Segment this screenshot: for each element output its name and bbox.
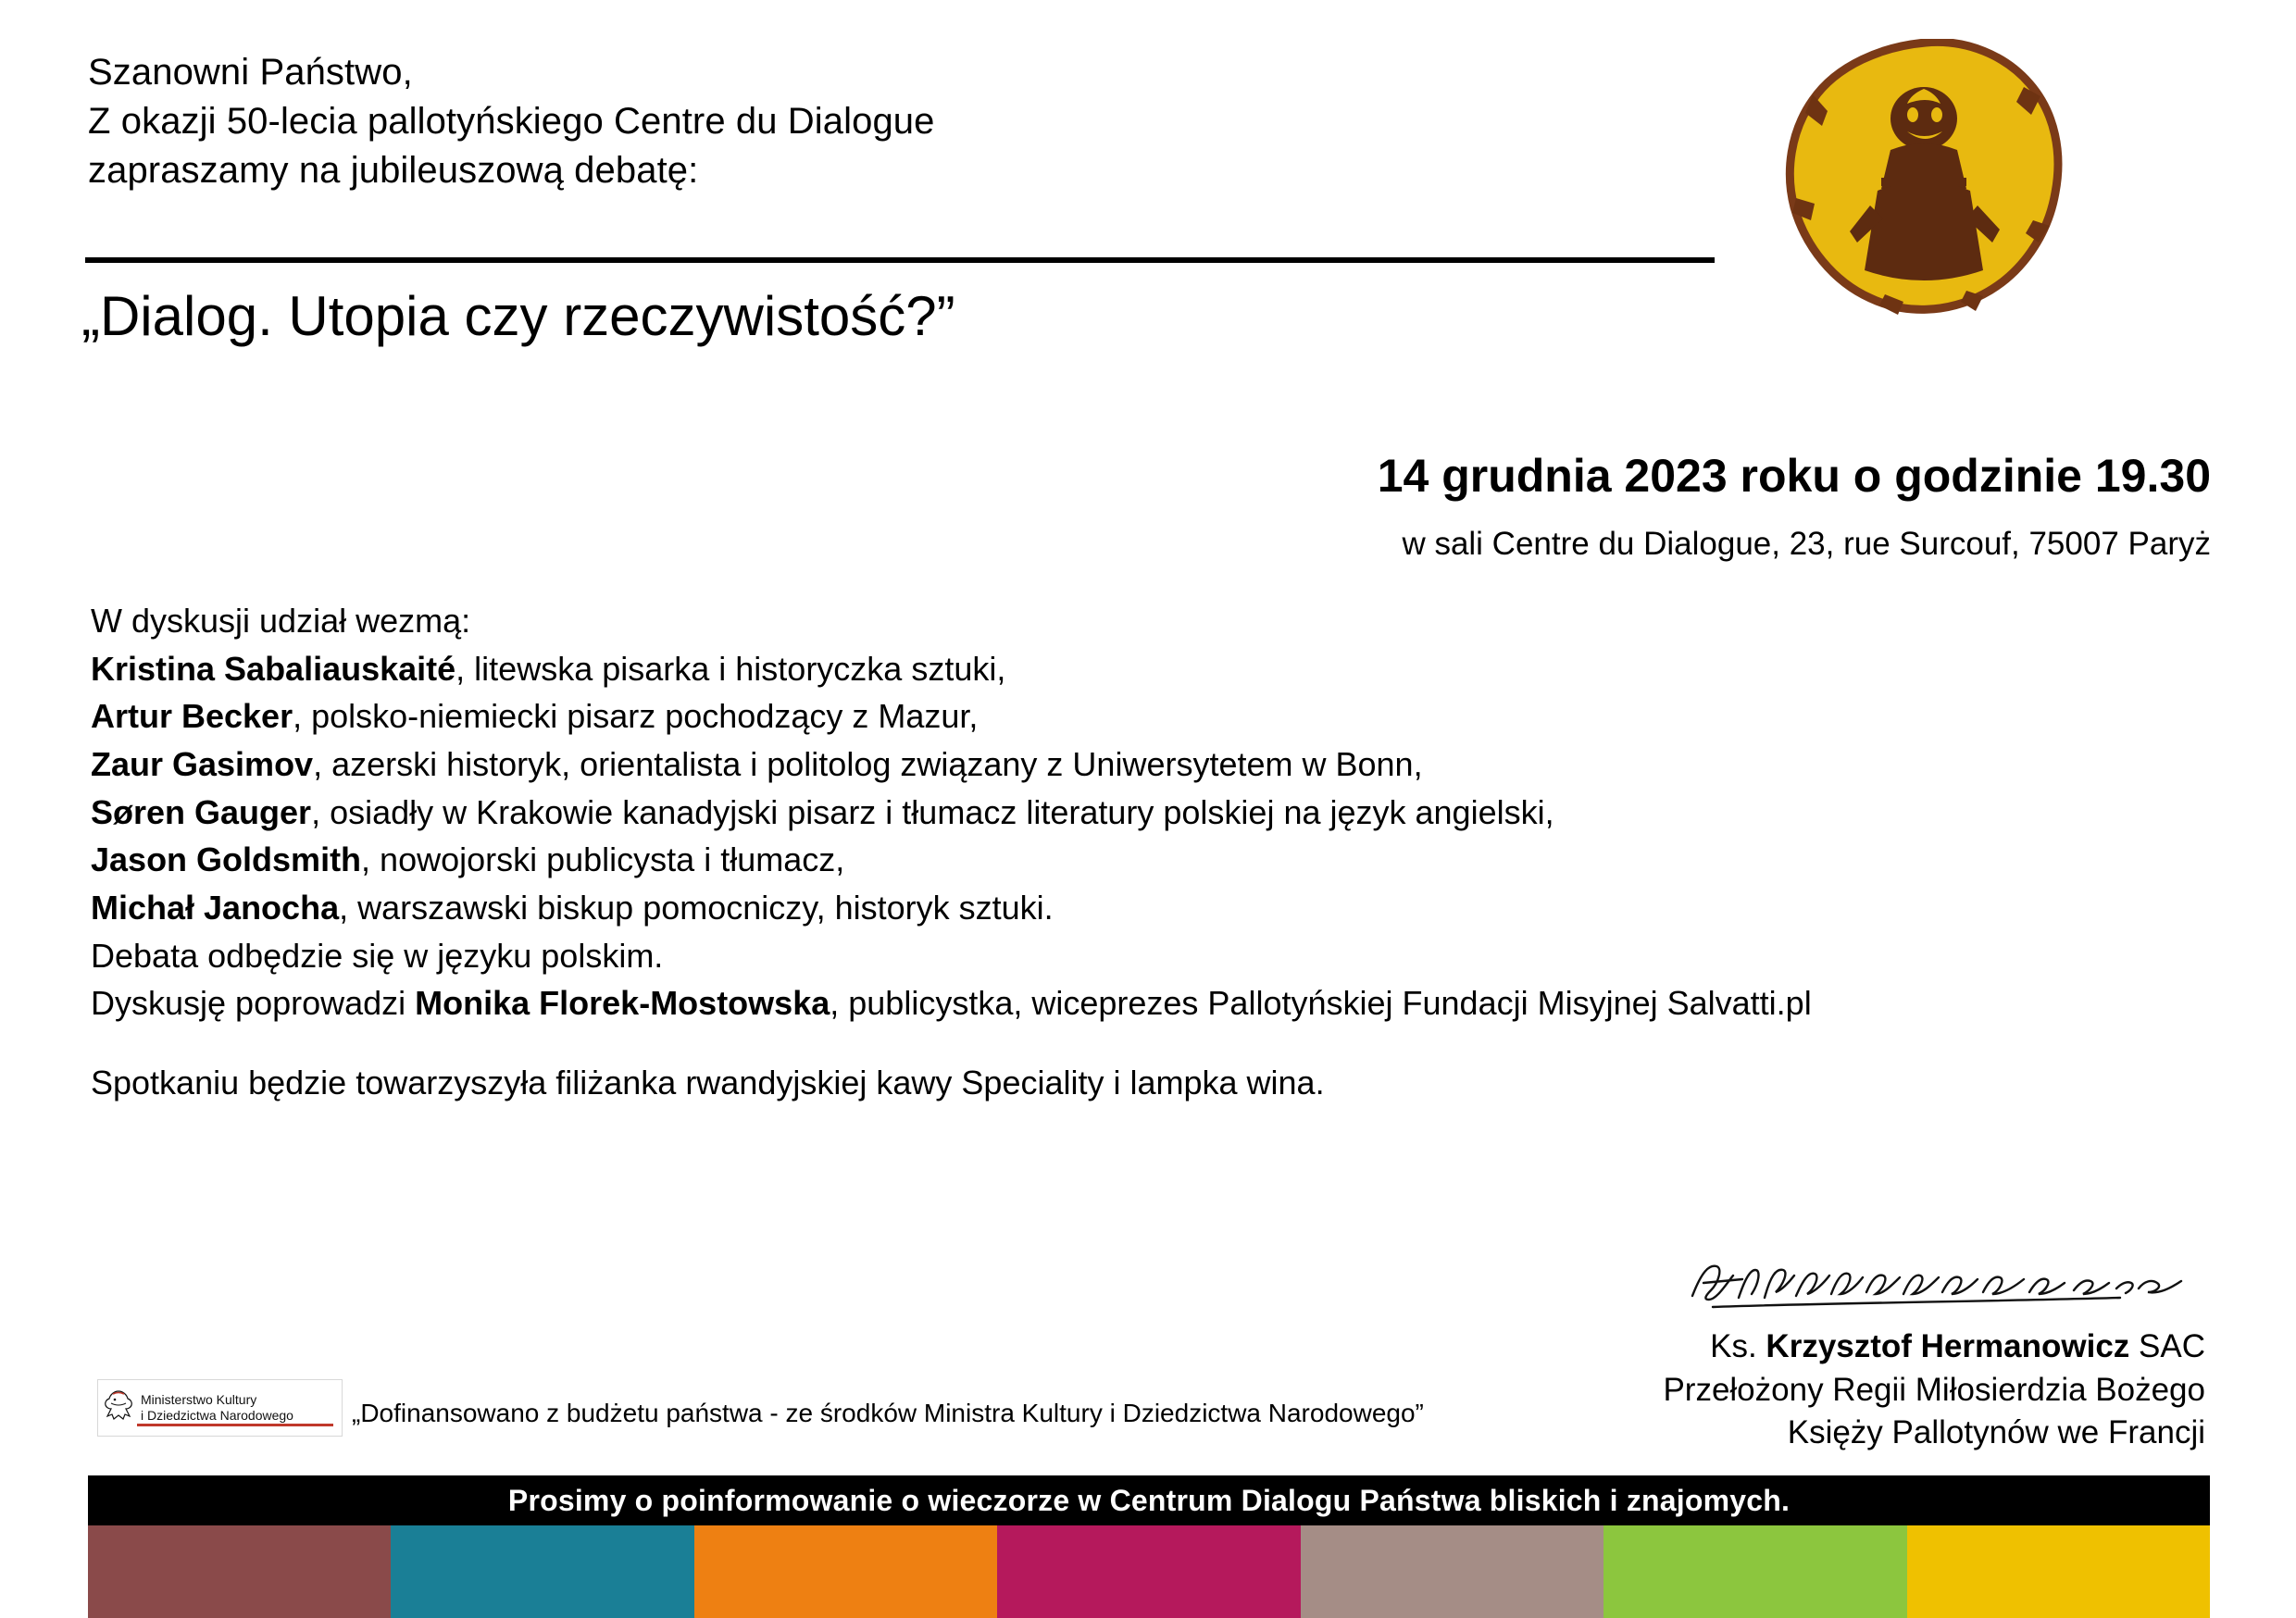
polish-eagle-icon [103, 1388, 134, 1427]
handwritten-signature-icon [1685, 1251, 2203, 1316]
pallottine-seal-icon [1785, 39, 2063, 317]
language-note: Debata odbędzie się w języku polskim. [91, 936, 664, 975]
moderator-suffix: , publicystka, wiceprezes Pallotyńskiej Fundacji Misyjnej Salvatti.pl [830, 984, 1812, 1023]
list-item [91, 789, 2220, 837]
ministry-underline [137, 1424, 333, 1426]
list-item [91, 692, 2220, 741]
intro-line-1: Szanowni Państwo, [88, 52, 413, 93]
colorbar-segment-4 [997, 1525, 1300, 1618]
footer-colorbar [88, 1525, 2210, 1618]
intro-line-3: zapraszamy na jubileuszową debatę: [88, 150, 699, 192]
participant-desc: , warszawski biskup pomocniczy, historyk sztuki. [339, 888, 1054, 927]
event-place: w sali Centre du Dialogue, 23, rue Surcouf, 75007 Paryż [1402, 526, 2211, 562]
participant-desc: , osiadły w Krakowie kanadyjski pisarz i tłumacz literatury polskiej na język angielski, [311, 792, 1554, 831]
panel-block [91, 597, 2220, 1107]
ministry-logo [97, 1379, 343, 1437]
participant-desc: , litewska pisarka i historyczka sztuki, [455, 649, 1006, 688]
funding-note: „Dofinansowano z budżetu państwa - ze środków Ministra Kultury i Dziedzictwa Narodowego” [352, 1399, 1424, 1427]
moderator-prefix: Dyskusję poprowadzi [91, 984, 416, 1023]
refreshments-note: Spotkaniu będzie towarzyszyła filiżanka rwandyjskiej kawy Speciality i lampka wina. [91, 1063, 1325, 1101]
signature-prefix: Ks. [1710, 1328, 1766, 1364]
ministry-line-1: Ministerstwo Kultury [141, 1391, 257, 1407]
page-title: „Dialog. Utopia czy rzeczywistość?” [81, 285, 955, 347]
participant-name: Michał Janocha [91, 888, 340, 927]
ministry-line-2: i Dziedzictwa Narodowego [141, 1408, 293, 1423]
signature-name-line [1663, 1326, 2205, 1369]
participant-desc: , nowojorski publicysta i tłumacz, [361, 840, 845, 879]
participant-name: Søren Gauger [91, 792, 312, 831]
colorbar-segment-1 [88, 1525, 391, 1618]
participant-name: Kristina Sabaliauskaité [91, 649, 456, 688]
colorbar-segment-2 [391, 1525, 693, 1618]
spacer [91, 1027, 2220, 1059]
list-item [91, 836, 2220, 884]
list-item [91, 884, 2220, 932]
colorbar-segment-5 [1301, 1525, 1603, 1618]
signature-role-2: Księży Pallotynów we Francji [1787, 1414, 2205, 1451]
signature-suffix: SAC [2129, 1328, 2205, 1364]
footer-notice: Prosimy o poinformowanie o wieczorze w Centrum Dialogu Państwa bliskich i znajomych. [88, 1475, 2210, 1525]
intro-line-2: Z okazji 50-lecia pallotyńskiego Centre du Dialogue [88, 101, 935, 143]
participant-name: Zaur Gasimov [91, 744, 314, 783]
signature-role-1: Przełożony Regii Miłosierdzia Bożego [1663, 1371, 2205, 1408]
event-date: 14 grudnia 2023 roku o godzinie 19.30 [1377, 450, 2211, 502]
intro-block [88, 48, 935, 196]
colorbar-segment-3 [694, 1525, 997, 1618]
divider [85, 257, 1715, 263]
panel-heading: W dyskusji udział wezmą: [91, 602, 471, 640]
list-item [91, 741, 2220, 789]
participant-name: Artur Becker [91, 697, 293, 736]
moderator-name: Monika Florek-Mostowska [415, 984, 830, 1023]
ministry-text [141, 1392, 293, 1425]
participant-desc: , azerski historyk, orientalista i politolog związany z Uniwersytetem w Bonn, [313, 744, 1423, 783]
signature-name: Krzysztof Hermanowicz [1766, 1328, 2130, 1364]
list-item [91, 645, 2220, 693]
moderator-line [91, 979, 2220, 1027]
colorbar-segment-7 [1907, 1525, 2210, 1618]
participant-name: Jason Goldsmith [91, 840, 362, 879]
colorbar-segment-6 [1603, 1525, 1906, 1618]
signature-block [1663, 1326, 2205, 1455]
participant-desc: , polsko-niemiecki pisarz pochodzący z Mazur, [293, 697, 979, 736]
